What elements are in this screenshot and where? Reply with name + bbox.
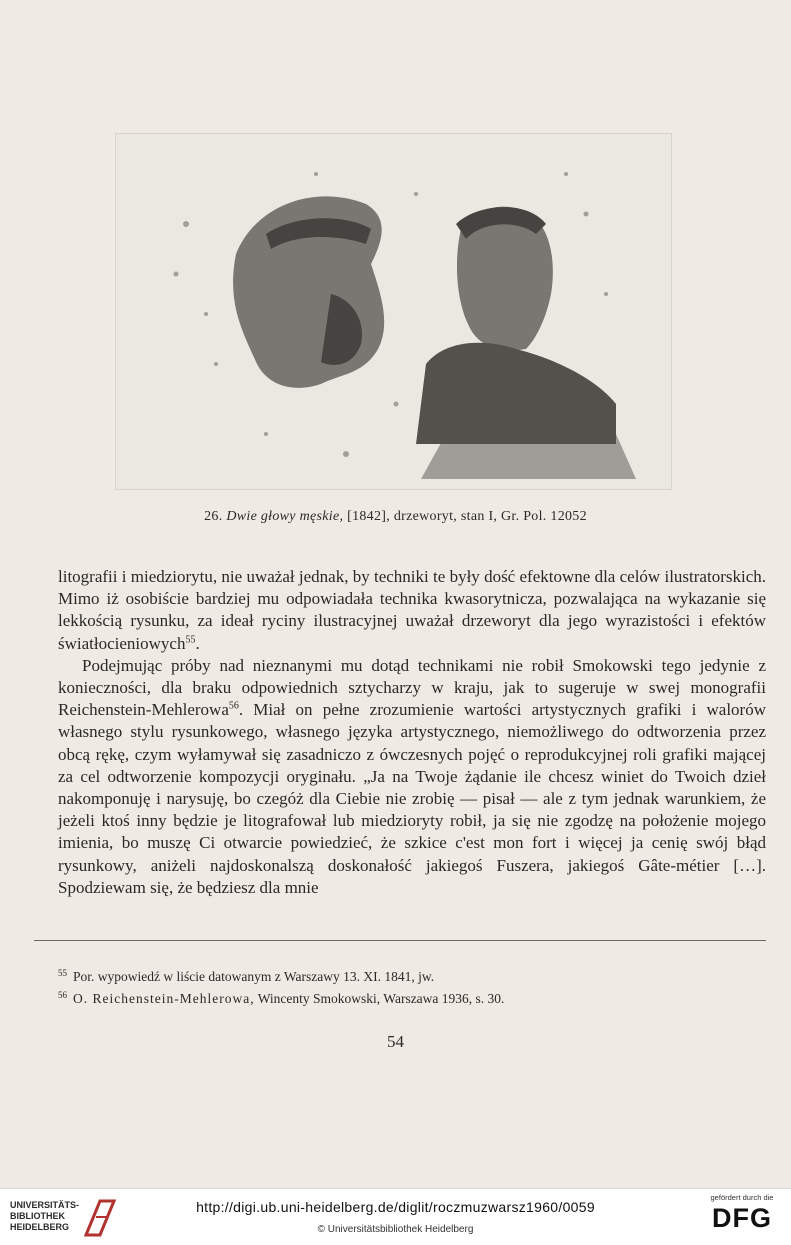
caption-number: 26. (204, 509, 223, 524)
footnote-divider (34, 940, 766, 941)
paragraph-1-text: litografii i miedziorytu, nie uważał jednak, by techniki te były dość efektowne dla celów ilustratorskich. Mimo iż osobiście bardziej mu odpowiadała technika kwasorytnicza, pozwalająca na wykazanie się lekkością rysunku, za ideał ryciny ilustracyjnej uważał drzeworyt dla jego wyrazistości i efektów światłocieniowych (58, 567, 766, 653)
document-url-link[interactable]: http://digi.ub.uni-heidelberg.de/diglit/roczmuzwarsz1960/0059 (196, 1199, 595, 1215)
funder-caption: gefördert durch die (710, 1193, 774, 1202)
footnote-author: O. Reichenstein-Mehlerowa, (73, 991, 255, 1006)
footnotes (58, 966, 758, 1010)
body-text (58, 566, 766, 899)
logo-line-2: BIBLIOTHEK (10, 1211, 65, 1221)
page-number: 54 (387, 1032, 404, 1051)
copyright-notice: © Universitätsbibliothek Heidelberg (317, 1224, 474, 1235)
footnote-56 (58, 988, 758, 1010)
footnote-text: Wincenty Smokowski, Warszawa 1936, s. 30. (254, 991, 505, 1006)
paragraph-2-text-b: . Miał on pełne zrozumienie wartości artystycznych grafiki i walorów własnego stylu rysunkowego, własnego języka artystycznego, niemożliwego do odtworzenia przez obcą rękę, czym wyłamywał się zasadniczo z ówczesnych pojęć o reprodukcyjnej roli grafiki mającej za cel odtworzenie kompozycji oryginału. „Ja na Twoje żądanie ile chcesz winiet do Twoich dzieł nakomponuję i narysuję, bo czegóż dla Ciebie nie zrobię — pisał — ale z tym jednak warunkiem, że jeżeli ktoś inny będzie je litografował lub miedzioryty robił, ja się nie zgodzę na położenie mojego imienia, bo muszę Ci otwarcie powiedzieć, że szkice c'est mon fort i więcej ja cenię swój błąd rysunkowy, aniżeli najdoskonalszą doskonałość jakiegoś Fuszera, jakiegoś Gâte-métier […]. Spodziewam się, że będziesz dla mnie (58, 700, 766, 897)
paragraph-1 (58, 566, 766, 655)
footnote-ref-55: 55 (185, 633, 196, 645)
logo-line-3: HEIDELBERG (10, 1222, 70, 1232)
caption-details: [1842], drzeworyt, stan I, Gr. Pol. 12052 (347, 509, 587, 524)
footnote-text: Por. wypowiedź w liście datowanym z Warszawy 13. XI. 1841, jw. (73, 969, 435, 984)
paragraph-1-end: . (195, 633, 200, 653)
figure-caption (0, 509, 791, 525)
woodcut-illustration (115, 133, 672, 490)
paragraph-2 (58, 655, 766, 899)
viewer-footer (0, 1188, 791, 1245)
footnote-number: 56 (58, 989, 67, 1000)
footnote-ref-56: 56 (228, 700, 239, 712)
dfg-funder-logo[interactable] (700, 1193, 784, 1241)
footnote-55 (58, 966, 758, 988)
dfg-wordmark: DFG (712, 1203, 772, 1233)
caption-title: Dwie głowy męskie, (226, 509, 344, 524)
logo-line-1: UNIVERSITÄTS- (10, 1200, 80, 1210)
two-heads-woodcut-image (116, 134, 671, 489)
paragraph-2-text-a: Podejmując próby nad nieznanymi mu dotąd technikami nie robił Smokowski tego jedynie z konieczności, dla braku odpowiednich sztycharzy w kraju, jak to sugeruje w swej monografii Reichenstein-Mehlerowa (58, 655, 766, 720)
footnote-number: 55 (58, 967, 67, 978)
